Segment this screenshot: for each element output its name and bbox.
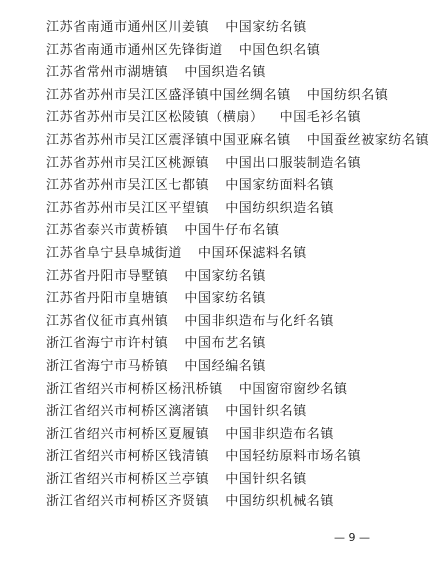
list-item [46,401,386,424]
town-location: 江苏省苏州市吴江区平望镇 [46,200,210,216]
town-title-list [46,17,429,514]
honor-title: 中国蚕丝被家纺名镇 [306,132,429,148]
honor-title: 中国针织名镇 [225,404,307,420]
list-item [46,40,386,63]
town-location: 浙江省海宁市许村镇 [46,336,169,352]
honor-title: 中国色织名镇 [238,42,321,58]
honor-title: 中国针织名镇 [225,471,307,487]
town-location: 浙江省海宁市马桥镇 [46,358,169,374]
town-location: 浙江省绍兴市柯桥区杨汛桥镇 [46,381,223,397]
town-location: 浙江省绍兴市柯桥区夏履镇 [46,426,210,442]
honor-title: 中国家纺面料名镇 [225,178,335,194]
honor-title: 中国丝绸名镇 [209,87,291,103]
honor-title: 中国经编名镇 [184,358,267,374]
list-item [46,175,386,198]
town-location: 江苏省苏州市吴江区震泽镇 [46,132,210,148]
honor-title: 中国窗帘窗纱名镇 [238,381,348,397]
honor-title: 中国非织造布与化纤名镇 [184,313,335,329]
town-location: 江苏省常州市湖塘镇 [46,65,169,81]
list-item [46,311,386,334]
honor-title: 中国家纺名镇 [184,291,267,307]
list-item [46,379,386,402]
honor-title: 中国牛仔布名镇 [184,223,280,239]
town-location: 江苏省丹阳市导墅镇 [46,268,169,284]
list-item [46,288,386,311]
town-location: 浙江省绍兴市柯桥区钱清镇 [46,449,210,465]
list-item [46,469,386,492]
list-item [46,333,386,356]
town-location: 浙江省绍兴市柯桥区齐贤镇 [46,494,210,510]
town-location: 江苏省苏州市吴江区盛泽镇 [46,87,210,103]
list-item [46,153,386,176]
town-location: 浙江省绍兴市柯桥区漓渚镇 [46,404,210,420]
list-item [46,491,386,514]
list-item [46,198,386,221]
list-item [46,107,386,130]
honor-title: 中国毛衫名镇 [279,110,362,126]
honor-title: 中国家纺名镇 [225,20,307,35]
honor-title: 中国轻纺原料市场名镇 [225,449,362,465]
page-number: — 9 — [334,531,370,544]
list-item [46,17,386,40]
town-location: 江苏省丹阳市皇塘镇 [46,291,169,307]
list-item [46,62,386,85]
list-item [46,243,386,266]
list-item [46,85,389,108]
honor-title: 中国出口服装制造名镇 [225,155,362,171]
honor-title: 中国非织造布名镇 [225,426,335,442]
list-item [46,130,429,153]
list-item [46,220,386,243]
town-location: 江苏省苏州市吴江区七都镇 [46,178,210,194]
town-location: 浙江省绍兴市柯桥区兰亭镇 [46,471,210,487]
town-location: 江苏省阜宁县阜城街道 [46,245,183,261]
town-location: 江苏省南通市通州区先锋街道 [46,42,223,58]
honor-title: 中国亚麻名镇 [209,132,291,148]
town-location: 江苏省仪征市真州镇 [46,313,169,329]
honor-title: 中国家纺名镇 [184,268,267,284]
list-item [46,266,386,289]
honor-title: 中国环保滤料名镇 [198,245,307,261]
town-location: 江苏省泰兴市黄桥镇 [46,223,169,239]
town-location: 江苏省苏州市吴江区松陵镇（横扇） [46,110,264,126]
page-footer [0,530,400,546]
list-item [46,446,386,469]
honor-title: 中国纺织织造名镇 [225,200,335,216]
list-item [46,356,386,379]
honor-title: 中国布艺名镇 [184,336,267,352]
town-location: 江苏省苏州市吴江区桃源镇 [46,155,210,171]
honor-title: 中国纺织机械名镇 [225,494,335,510]
list-item [46,424,386,447]
honor-title: 中国纺织名镇 [306,87,389,103]
honor-title: 中国织造名镇 [184,65,267,81]
town-location: 江苏省南通市通州区川姜镇 [46,20,210,35]
